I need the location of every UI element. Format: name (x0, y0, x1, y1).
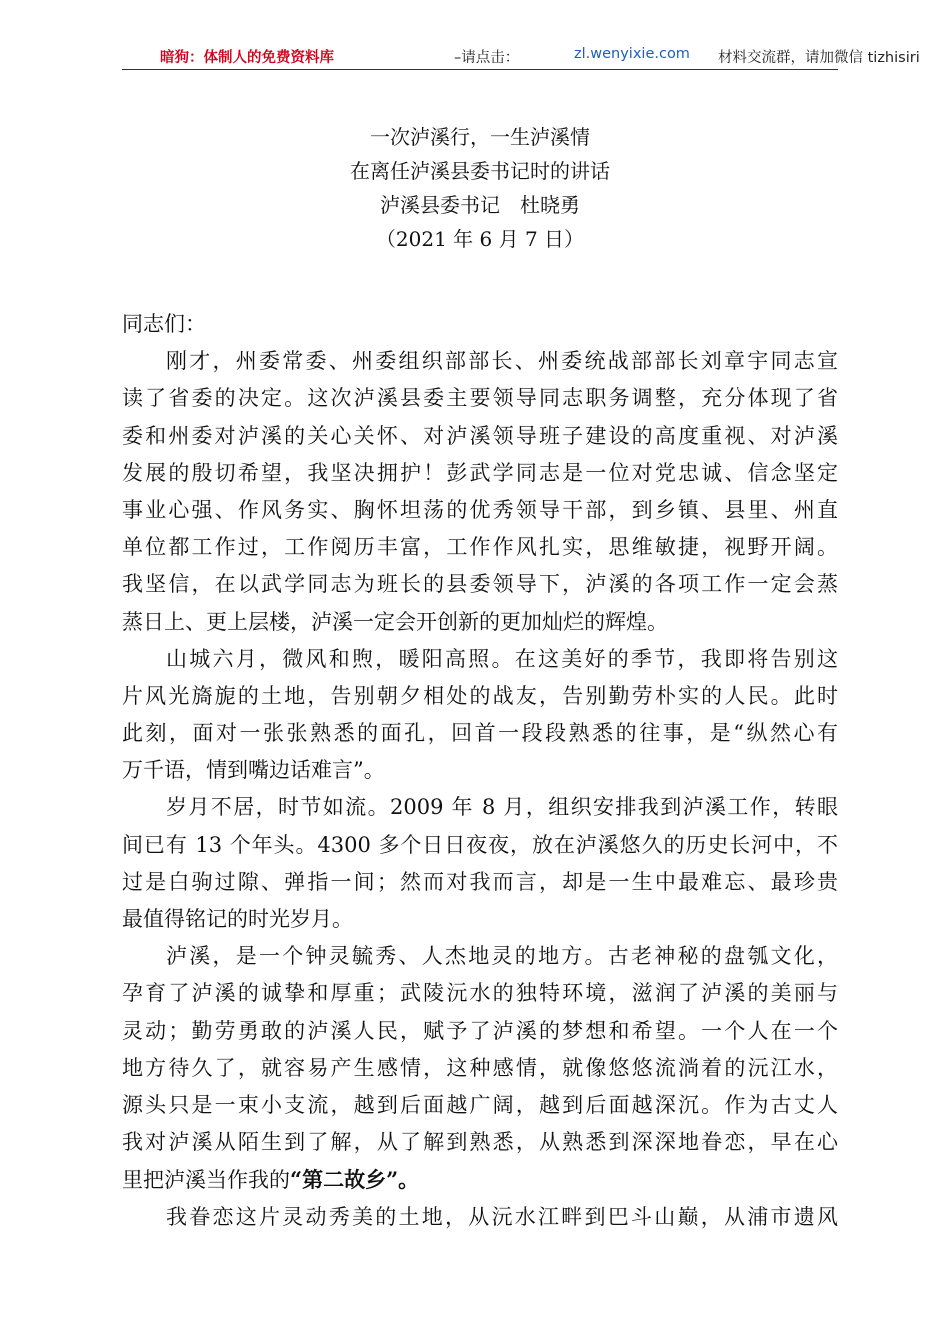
paragraph-text: 里把泸溪当作我的 (122, 1168, 290, 1193)
speech-subtitle: 在离任泸溪县委书记时的讲话 (350, 159, 610, 183)
paragraph-line: 间已有 13 个年头。4300 多个日日夜夜，放在泸溪悠久的历史长河中，不 (122, 832, 838, 857)
paragraph-line: 我眷恋这片灵动秀美的土地，从沅水江畔到巴斗山巅，从浦市遗风 (166, 1204, 838, 1229)
speech-title: 一次泸溪行，一生泸溪情 (370, 125, 590, 149)
paragraph-line: 委和州委对泸溪的关心关怀、对泸溪领导班子建设的高度重视、对泸溪 (122, 423, 838, 448)
speech-body (122, 306, 838, 1236)
paragraph-line: 此刻，面对一张张熟悉的面孔，回首一段段熟悉的往事，是“纵然心有 (122, 721, 838, 746)
paragraph-line: 最值得铭记的时光岁月。 (122, 907, 353, 931)
title-block (122, 120, 838, 256)
paragraph-line: 单位都工作过，工作阅历丰富，工作作风扎实，思维敏捷，视野开阔。 (122, 535, 838, 560)
watermark-header (122, 46, 920, 68)
paragraph-line: 地方待久了，就容易产生感情，这种感情，就像悠悠流淌着的沅江水， (122, 1055, 838, 1080)
paragraph-line: 片风光旖旎的土地，告别朝夕相处的战友，告别勤劳朴实的人民。此时 (122, 683, 838, 708)
header-divider (122, 69, 838, 70)
paragraph-line: 刚才，州委常委、州委组织部部长、州委统战部部长刘章宇同志宣 (166, 349, 838, 374)
paragraph-line: 山城六月，微风和煦，暖阳高照。在这美好的季节，我即将告别这 (166, 646, 838, 671)
paragraph-line (122, 1161, 838, 1198)
speech-author: 泸溪县委书记 杜晓勇 (380, 193, 580, 217)
paragraph-line: 岁月不居，时节如流。2009 年 8 月，组织安排我到泸溪工作，转眼 (166, 795, 838, 820)
speech-date: （2021 年 6 月 7 日） (375, 227, 585, 251)
paragraph-line: 孕育了泸溪的诚挚和厚重；武陵沅水的独特环境，滋润了泸溪的美丽与 (122, 981, 838, 1006)
paragraph-line: 蒸日上、更上层楼，泸溪一定会开创新的更加灿烂的辉煌。 (122, 609, 668, 634)
emphasis-text: “第二故乡”。 (290, 1167, 420, 1193)
header-group-info: 材料交流群，请加微信 tizhisiri (718, 50, 920, 66)
paragraph-line: 我坚信，在以武学同志为班长的县委领导下，泸溪的各项工作一定会蒸 (122, 572, 838, 597)
header-brand: 暗狗：体制人的免费资料库 (160, 50, 334, 66)
paragraph-line: 读了省委的决定。这次泸溪县委主要领导同志职务调整，充分体现了省 (122, 386, 838, 411)
salutation: 同志们： (122, 312, 206, 336)
paragraph-line: 灵动；勤劳勇敢的泸溪人民，赋予了泸溪的梦想和希望。一个人在一个 (122, 1018, 838, 1043)
paragraph-line: 发展的殷切希望，我坚决拥护！彭武学同志是一位对党忠诚、信念坚定 (122, 460, 838, 485)
paragraph-line: 万千语，情到嘴边话难言”。 (122, 758, 385, 783)
header-link[interactable]: zl.wenyixie.com (574, 46, 690, 62)
header-prompt: –请点击： (454, 50, 520, 66)
paragraph-line: 过是白驹过隙、弹指一间；然而对我而言，却是一生中最难忘、最珍贵 (122, 869, 838, 894)
paragraph-line: 源头只是一束小支流，越到后面越广阔，越到后面越深沉。作为古丈人 (122, 1092, 838, 1117)
paragraph-line: 事业心强、作风务实、胸怀坦荡的优秀领导干部，到乡镇、县里、州直 (122, 497, 838, 522)
paragraph-line: 我对泸溪从陌生到了解，从了解到熟悉，从熟悉到深深地眷恋，早在心 (122, 1130, 838, 1155)
paragraph-line: 泸溪，是一个钟灵毓秀、人杰地灵的地方。古老神秘的盘瓠文化， (166, 944, 838, 969)
